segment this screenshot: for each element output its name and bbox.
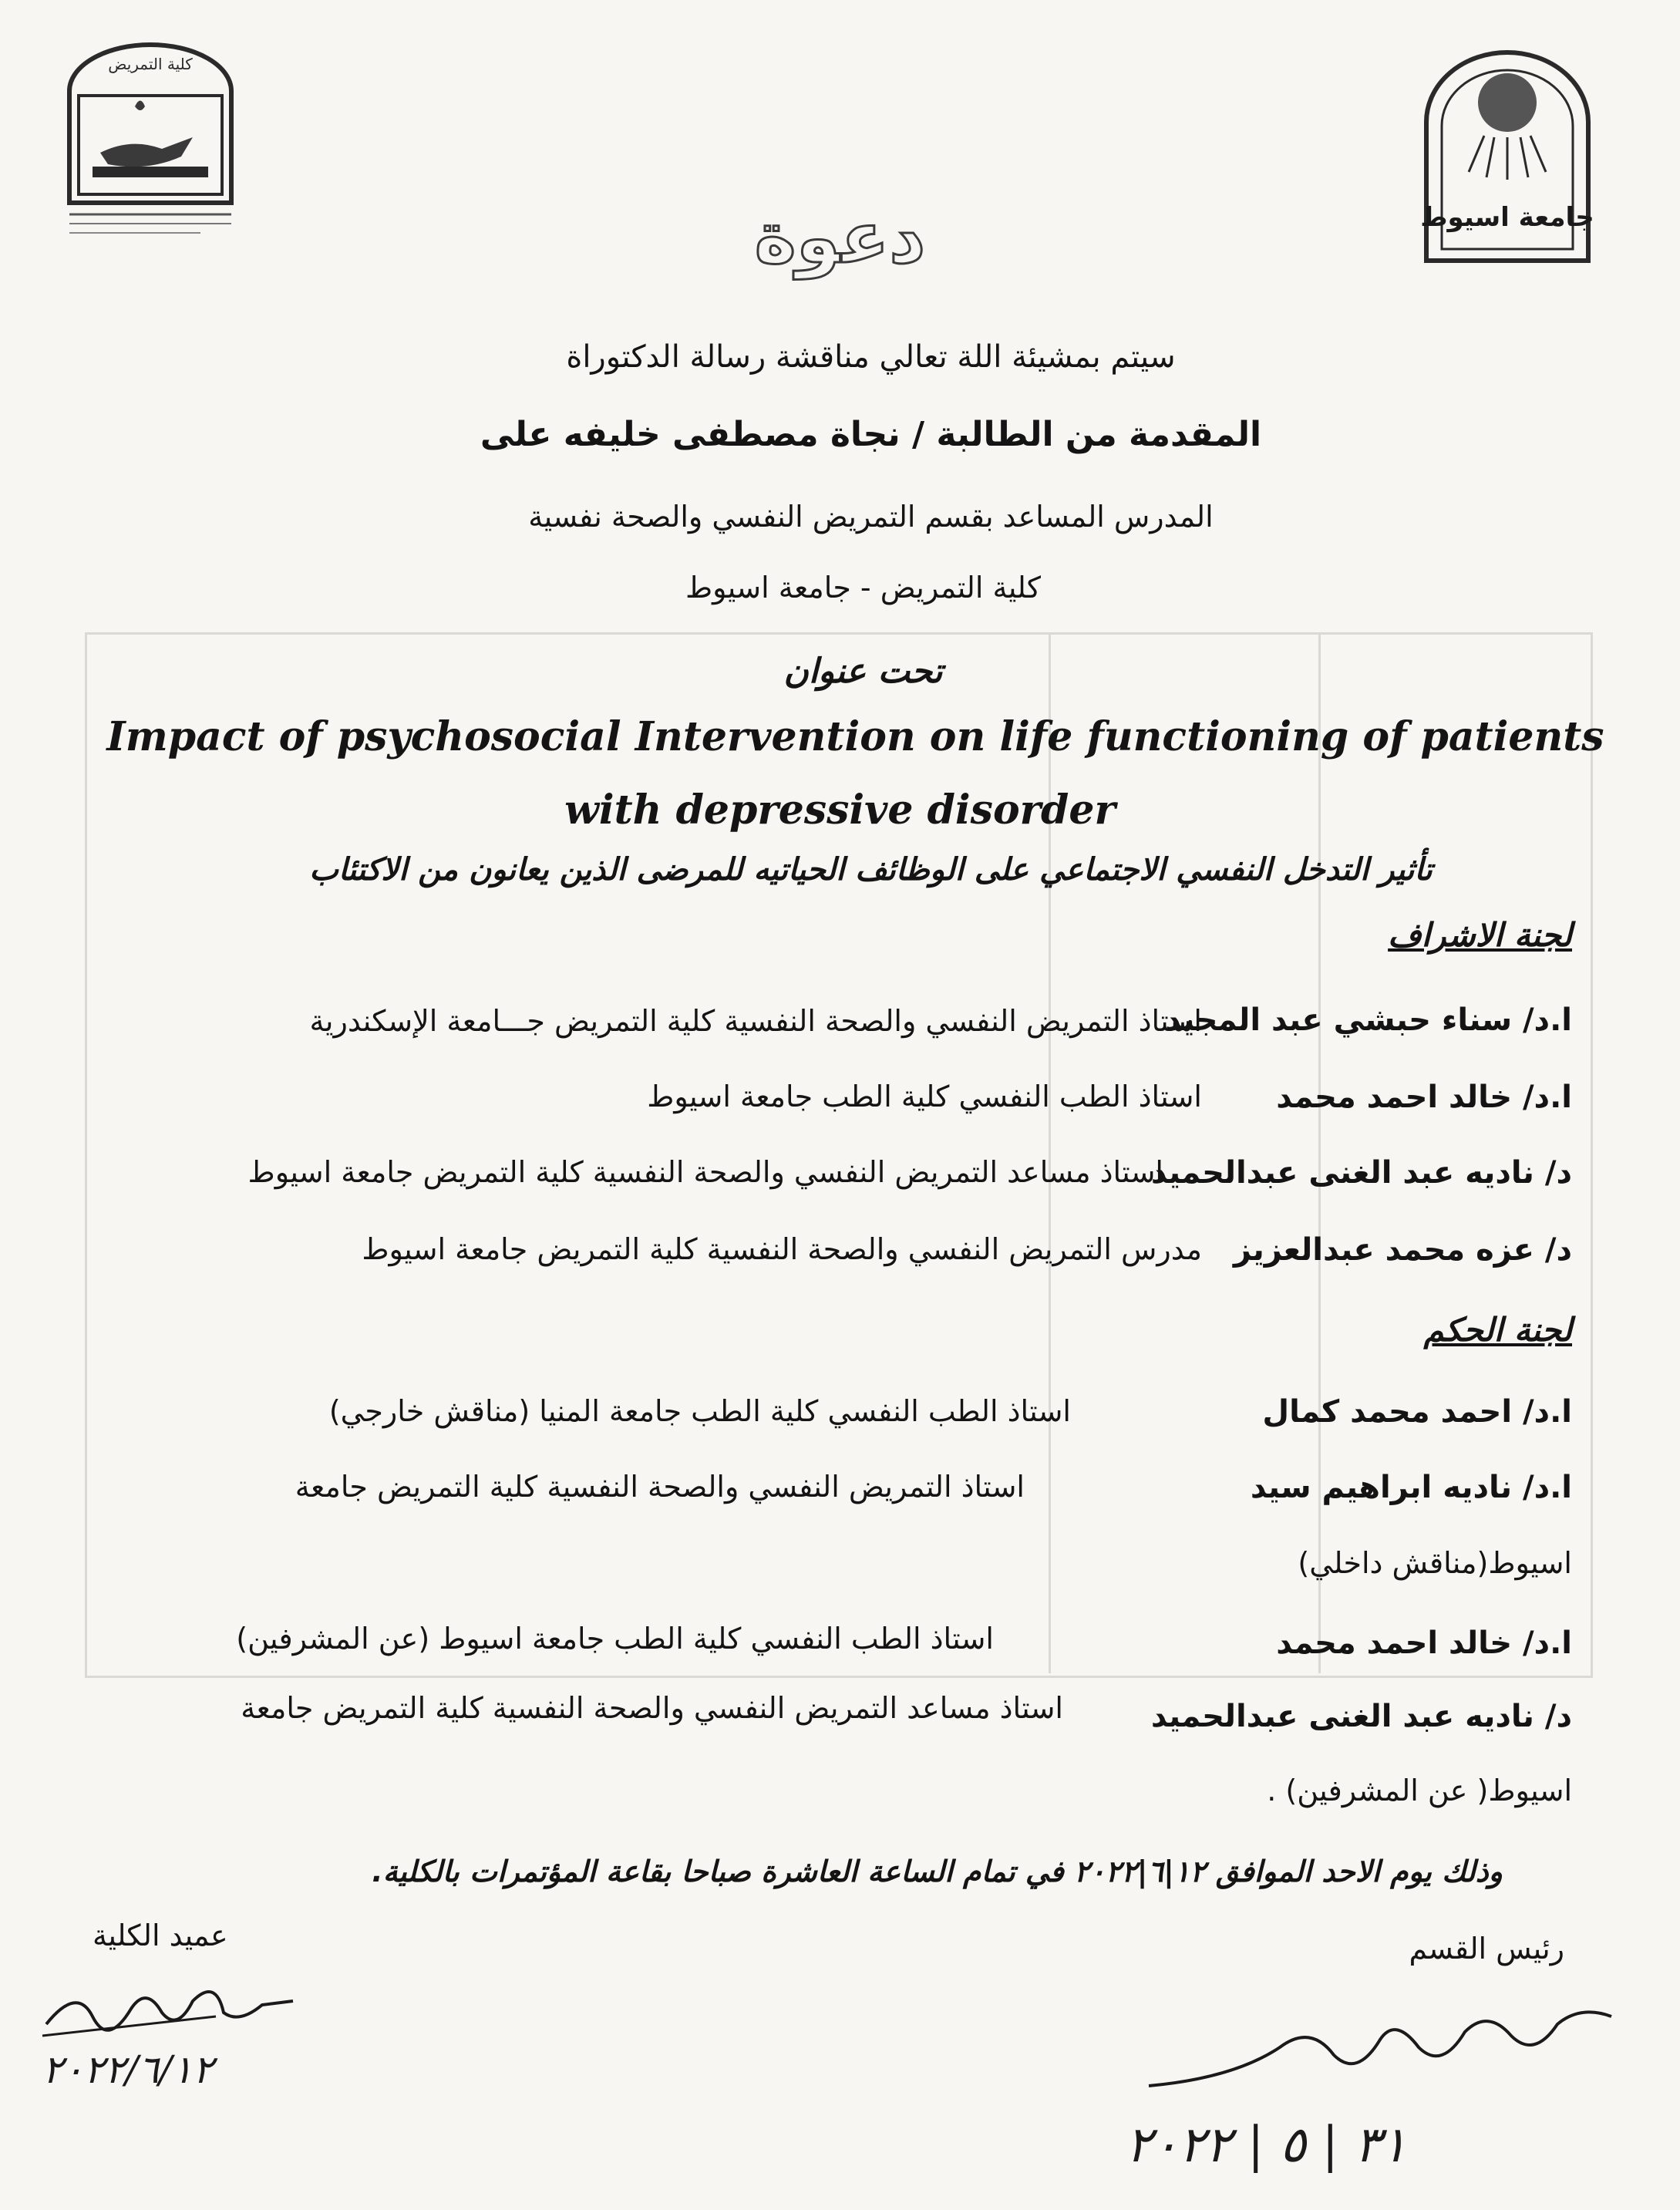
judge-desc-3: استاذ الطب النفسي كلية الطب جامعة اسيوط (عن المشرفين): [236, 1622, 994, 1656]
faculty-line: كلية التمريض - جامعة اسيوط: [685, 571, 1041, 605]
supervisor-name-3: د/ ناديه عبد الغنى عبدالحميد: [1150, 1155, 1572, 1191]
dean-label: عميد الكلية: [93, 1919, 228, 1952]
supervisor-desc-1: استاذ التمريض النفسي والصحة النفسية كلية التمريض جـــامعة الإسكندرية: [309, 1004, 1202, 1038]
supervisor-name-4: د/ عزه محمد عبدالعزيز: [1233, 1232, 1572, 1268]
committee-heading: لجنة الحكم: [1423, 1311, 1572, 1349]
supervision-heading: لجنة الاشراف: [1388, 916, 1572, 954]
under-title-label: تحت عنوان: [783, 652, 943, 691]
invitation-title: دعوة: [754, 197, 926, 279]
thesis-title-en-1: Impact of psychosocial Intervention on life functioning of patients: [106, 713, 1604, 760]
supervisor-desc-2: استاذ الطب النفسي كلية الطب جامعة اسيوط: [647, 1080, 1202, 1113]
dean-signature-date: ٢٠٢٢/٦/١٢: [42, 2047, 214, 2092]
supervisor-desc-3: استاذ مساعد التمريض النفسي والصحة النفسية كلية التمريض جامعة اسيوط: [247, 1155, 1163, 1189]
judge-cont-4: اسيوط( عن المشرفين) .: [1267, 1774, 1572, 1807]
judge-desc-4: استاذ مساعد التمريض النفسي والصحة النفسية كلية التمريض جامعة: [241, 1691, 1063, 1725]
logo-left-top-text: كلية التمريض: [108, 55, 193, 73]
intro-line: سيتم بمشيئة اللة تعالي مناقشة رسالة الدكتوراة: [566, 339, 1176, 375]
position-line: المدرس المساعد بقسم التمريض النفسي والصحة نفسية: [528, 500, 1214, 534]
supervisor-desc-4: مدرس التمريض النفسي والصحة النفسية كلية التمريض جامعة اسيوط: [362, 1232, 1202, 1266]
judge-desc-2: استاذ التمريض النفسي والصحة النفسية كلية التمريض جامعة: [295, 1470, 1025, 1504]
judge-name-3: ا.د/ خالد احمد محمد: [1276, 1625, 1572, 1661]
supervisor-name-1: ا.د/ سناء حبشي عبد المجيد: [1165, 1002, 1572, 1038]
date-line: وذلك يوم الاحد الموافق ١٢|٦|٢٠٢٢ في تمام الساعة العاشرة صباحا بقاعة المؤتمرات بالكلية.: [372, 1855, 1503, 1888]
judge-cont-2: اسيوط(مناقش داخلي): [1298, 1546, 1572, 1580]
logo-left-label: FACULTY OF NURSING: [96, 183, 205, 194]
student-line: المقدمة من الطالبة / نجاة مصطفى خليفه على: [480, 415, 1262, 454]
logo-right-label: جامعة اسيوط: [1420, 202, 1594, 233]
judge-name-1: ا.د/ احمد محمد كمال: [1262, 1394, 1572, 1430]
dean-signature: [31, 1970, 308, 2055]
supervisor-name-2: ا.د/ خالد احمد محمد: [1276, 1080, 1572, 1115]
head-label: رئيس القسم: [1409, 1932, 1564, 1966]
judge-name-4: د/ ناديه عبد الغنى عبدالحميد: [1150, 1699, 1572, 1734]
judge-name-2: ا.د/ ناديه ابراهيم سيد: [1250, 1470, 1572, 1505]
head-signature-date: ٣١ | ٥ | ٢٠٢٢: [1126, 2117, 1408, 2174]
thesis-title-ar: تأثير التدخل النفسي الاجتماعي على الوظائف الحياتيه للمرضى الذين يعانون من الاكتئاب: [309, 852, 1433, 888]
head-signature: [1141, 1993, 1635, 2101]
judge-desc-1: استاذ الطب النفسي كلية الطب جامعة المنيا (مناقش خارجي): [328, 1394, 1071, 1428]
thesis-title-en-2: with depressive disorder: [564, 787, 1116, 834]
